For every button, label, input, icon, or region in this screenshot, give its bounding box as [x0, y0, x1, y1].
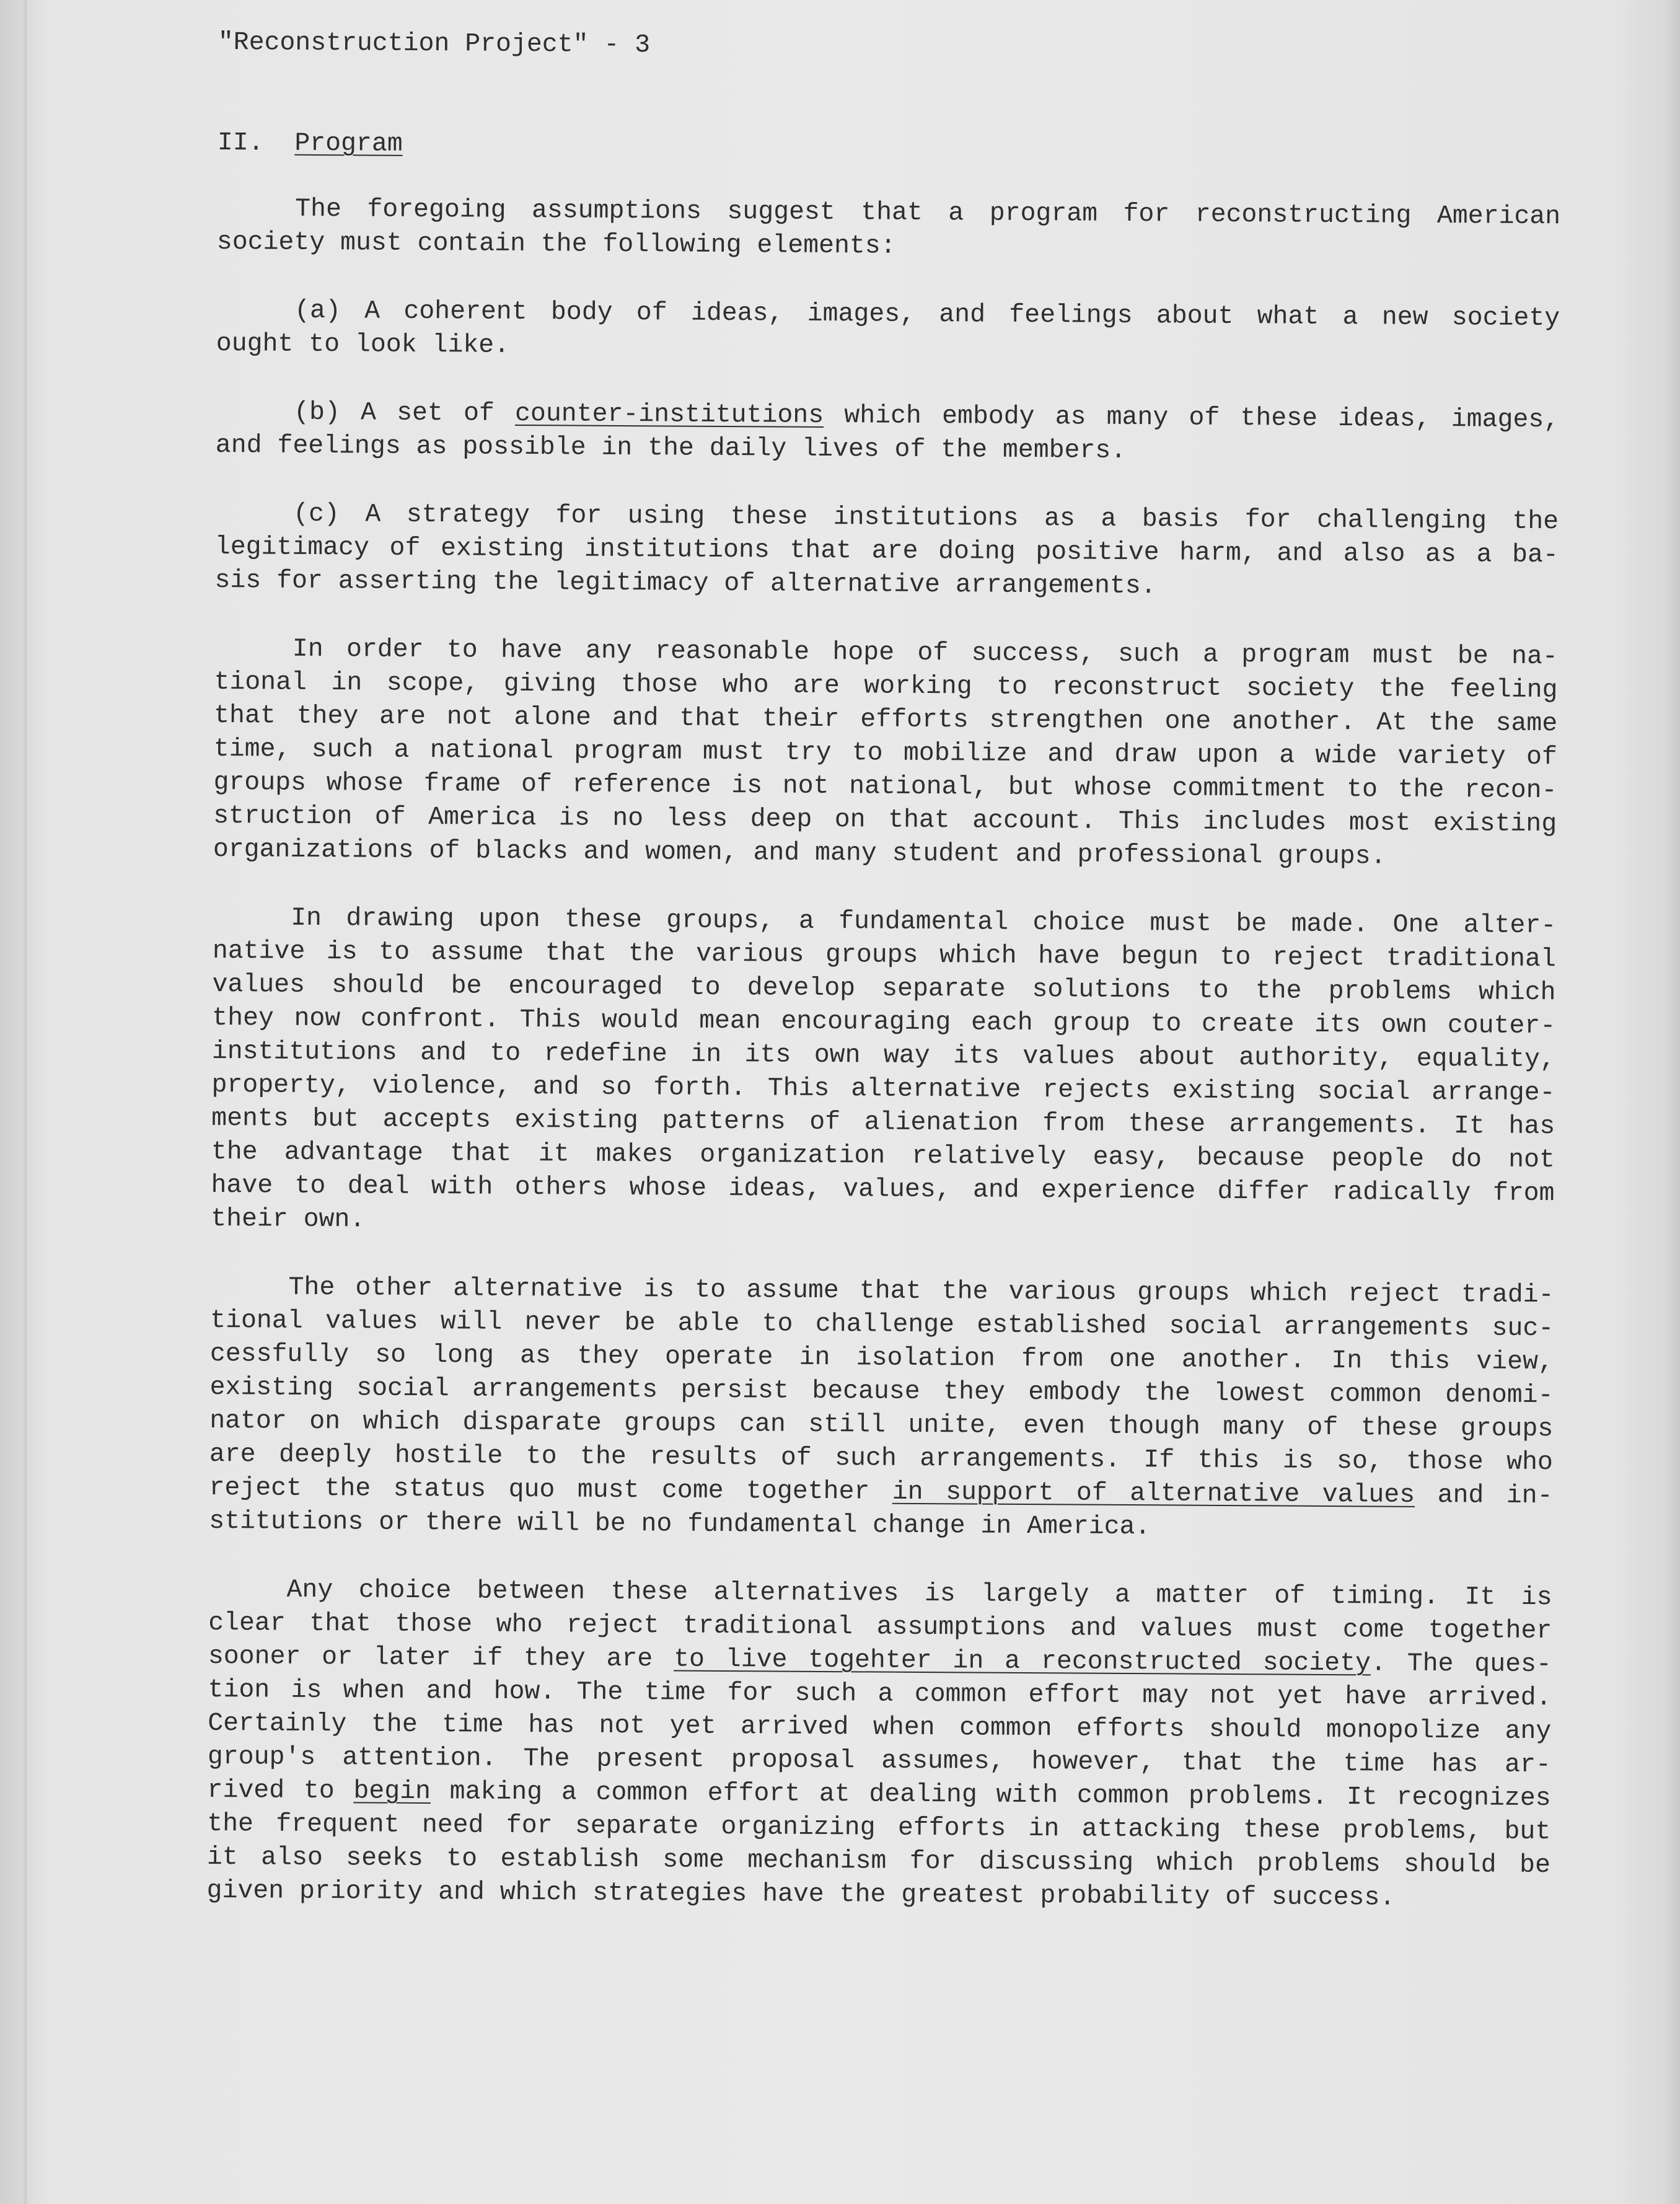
text-line: that they are not alone and that their efforts strengthen one another. At the same — [214, 700, 1558, 739]
underlined-phrase: counter-institutions — [514, 399, 824, 430]
section-heading — [218, 126, 1561, 168]
text-span: reject the status quo must come together — [209, 1473, 892, 1507]
underlined-phrase: to live togehter in a reconstructed society — [674, 1644, 1371, 1678]
text-line: the frequent need for separate organizing efforts in attacking these problems, but — [207, 1809, 1551, 1847]
text-line: tion is when and how. The time for such a common effort may not yet have arrived. — [208, 1675, 1552, 1713]
sheet-left-edge — [24, 0, 27, 2204]
typed-text-block — [206, 26, 1562, 1951]
paragraph-intro — [217, 192, 1561, 267]
text-line: ments but accepts existing patterns of alienation from these arrangements. It has — [211, 1103, 1555, 1142]
section-numeral: II. — [217, 128, 264, 158]
text-line: In order to have any reasonable hope of success, such a program must be na- — [292, 634, 1558, 672]
text-line: The other alternative is to assume that the various groups which reject tradi- — [288, 1272, 1554, 1310]
running-header: "Reconstruction Project" - 3 — [218, 27, 651, 60]
text-line: struction of America is no less deep on that account. This includes most existing — [213, 801, 1557, 839]
text-span: making a common effort at dealing with common problems. It recognizes — [430, 1777, 1551, 1814]
text-line: legitimacy of existing institutions that are doing positive harm, and also as a ba- — [214, 532, 1559, 570]
underlined-phrase: in support of alternative values — [892, 1477, 1415, 1510]
paragraph-other-alternative — [209, 1271, 1554, 1546]
text-line: group's attention. The present proposal assumes, however, that the time has ar- — [207, 1742, 1552, 1780]
text-line: sis for asserting the legitimacy of alternative arrangements. — [214, 565, 1156, 601]
text-line: stitutions or there will be no fundamental change in America. — [209, 1506, 1151, 1542]
sheet-right-edge — [1661, 0, 1680, 2204]
text-line: they now confront. This would mean encouraging each group to create its own couter- — [212, 1003, 1556, 1041]
text-span: and in- — [1414, 1480, 1553, 1511]
text-line: values should be encouraged to develop separate solutions to the problems which — [212, 969, 1556, 1008]
underlined-phrase: begin — [353, 1776, 431, 1807]
text-line: organizations of blacks and women, and many student and professional groups. — [213, 834, 1386, 871]
text-line: ought to look like. — [216, 328, 510, 360]
text-line: (c) A strategy for using these institutions as a basis for challenging the — [293, 499, 1559, 537]
paragraph-fundamental-choice — [211, 901, 1556, 1244]
text-line: Any choice between these alternatives is largely a matter of timing. It is — [286, 1575, 1552, 1613]
text-line: tional in scope, giving those who are working to reconstruct society the feeling — [214, 667, 1558, 705]
text-line: (a) A coherent body of ideas, images, and feelings about what a new society — [294, 296, 1560, 333]
text-line: existing social arrangements persist because they embody the lowest common denomi- — [209, 1372, 1554, 1411]
text-line: The foregoing assumptions suggest that a program for reconstructing American — [295, 194, 1561, 232]
paragraph-timing — [206, 1573, 1552, 1916]
text-span: sooner or later if they are — [208, 1641, 674, 1674]
paragraph-national-scope — [213, 632, 1558, 875]
text-line: it also seeks to establish some mechanism for discussing which problems should be — [206, 1842, 1551, 1880]
text-line: their own. — [211, 1204, 366, 1235]
text-span: which embody as many of these ideas, images, — [824, 400, 1560, 435]
text-span: . The ques- — [1370, 1649, 1552, 1680]
text-span: rived to — [207, 1775, 354, 1806]
text-line: native is to assume that the various groups which have begun to reject traditional — [212, 936, 1556, 974]
text-line: time, such a national program must try to mobilize and draw upon a wide variety of — [213, 734, 1557, 772]
paragraph-element-a — [216, 294, 1560, 369]
text-line: tional values will never be able to challenge established social arrangements suc- — [210, 1305, 1554, 1344]
text-line: In drawing upon these groups, a fundamental choice must be made. One alter- — [291, 903, 1557, 941]
text-line: and feelings as possible in the daily lives of the members. — [215, 430, 1127, 465]
text-line: Certainly the time has not yet arrived when common efforts should monopolize any — [208, 1708, 1552, 1747]
text-line: nator on which disparate groups can still unite, even though many of these groups — [209, 1406, 1554, 1444]
text-line: the advantage that it makes organization relatively easy, because people do not — [211, 1137, 1555, 1175]
text-line: groups whose frame of reference is not national, but whose commitment to the recon- — [213, 767, 1557, 806]
text-line: given priority and which strategies have the greatest probability of success. — [206, 1876, 1396, 1913]
section-title: Program — [294, 128, 403, 159]
text-line: have to deal with others whose ideas, values, and experience differ radically from — [211, 1170, 1555, 1209]
text-line: clear that those who reject traditional assumptions and values must come together — [208, 1608, 1552, 1646]
text-line: cessfully so long as they operate in isolation from one another. In this view, — [209, 1339, 1554, 1377]
text-line: institutions and to redefine in its own way its values about authority, equality, — [211, 1036, 1555, 1075]
paragraph-element-c — [214, 497, 1559, 606]
text-line: are deeply hostile to the results of such arrangements. If this is so, those who — [209, 1439, 1554, 1478]
paragraph-element-b — [216, 395, 1560, 470]
text-line: society must contain the following elements: — [216, 227, 896, 261]
text-span: (b) A set of — [294, 397, 516, 428]
text-line: property, violence, and so forth. This alternative rejects existing social arrange- — [211, 1070, 1555, 1108]
